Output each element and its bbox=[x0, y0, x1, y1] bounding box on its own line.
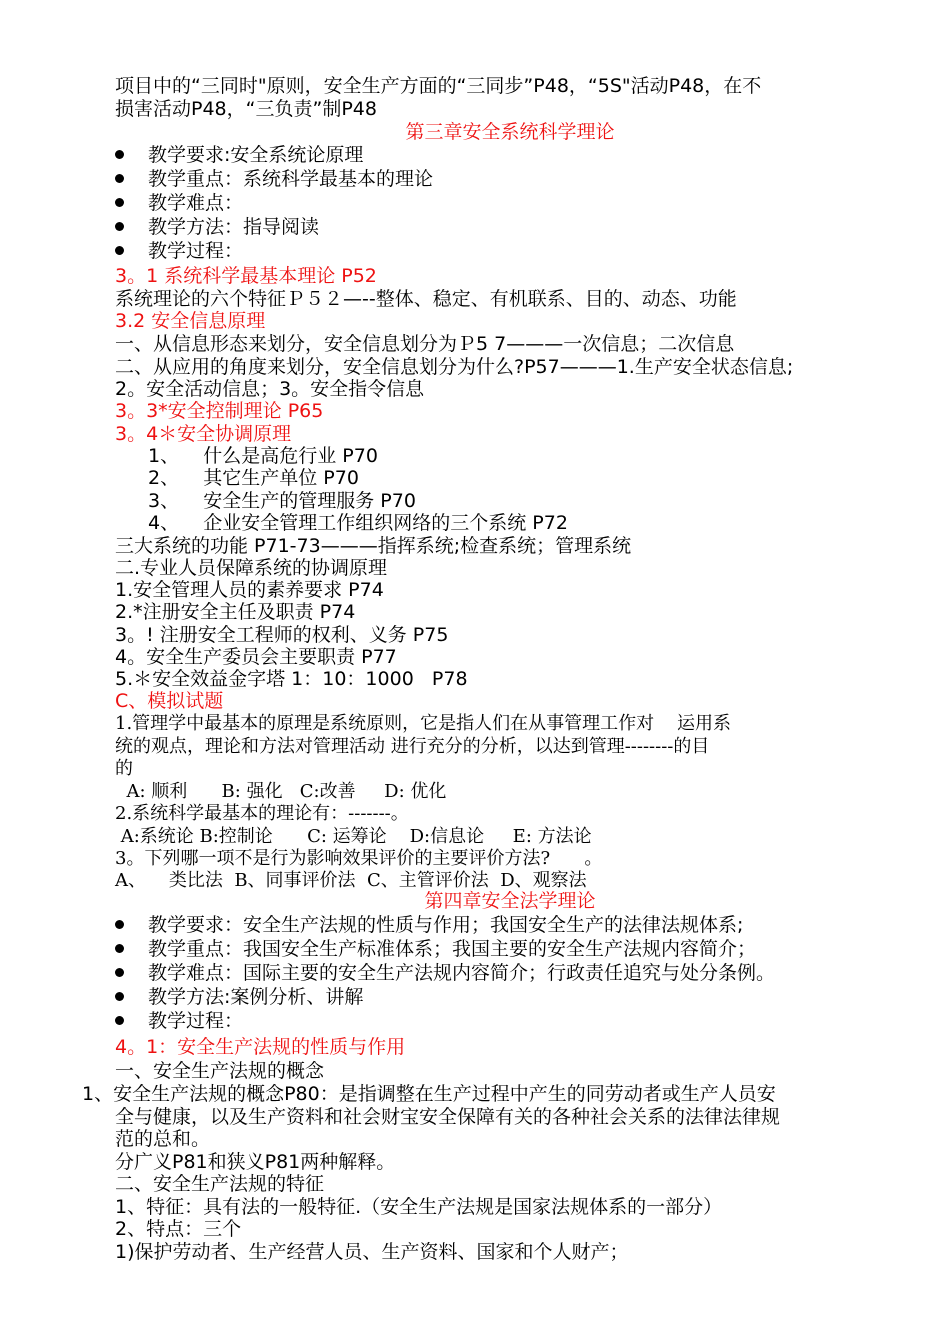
quiz-q1-options: A: 顺利 B: 强化 C:改善 D: 优化 bbox=[115, 781, 447, 802]
section-3-4-line-2: 二.专业人员保障系统的协调原理 bbox=[115, 557, 388, 579]
ch4-line-9: 1)保护劳动者、生产经营人员、生产资料、国家和个人财产； bbox=[115, 1241, 629, 1263]
chapter-3-title: 第三章安全系统科学理论 bbox=[405, 121, 615, 143]
section-3-2-heading: 3.2 安全信息原理 bbox=[115, 310, 266, 332]
section-3-2-line-1: 一、从信息形态来划分，安全信息划分为Ｐ5 7———一次信息；二次信息 bbox=[115, 333, 735, 355]
section-4-1-heading: 4。1：安全生产法规的性质与作用 bbox=[115, 1036, 406, 1058]
ch4-line-3: 全与健康，以及生产资料和社会财宝安全保障有关的各种社会关系的法律法律规 bbox=[115, 1106, 781, 1128]
quiz-q1-line-2: 统的观点，理论和方法对管理活动 进行充分的分析，以达到管理--------的目 bbox=[115, 736, 710, 757]
bullet-icon bbox=[115, 968, 124, 977]
bullet-icon bbox=[115, 246, 124, 255]
ch3-bullet-method: 教学方法：指导阅读 bbox=[148, 216, 320, 238]
ch4-line-5: 分广义P81和狭义P81两种解释。 bbox=[115, 1151, 396, 1173]
quiz-q2-line-1: 2.系统科学最基本的理论有：-------。 bbox=[115, 803, 409, 824]
section-3-4-line-5: 3。! 注册安全工程师的权利、义务 P75 bbox=[115, 624, 449, 646]
bullet-icon bbox=[115, 198, 124, 207]
ch3-bullet-process: 教学过程： bbox=[148, 240, 244, 262]
section-3-4-line-3: 1.安全管理人员的素养要求 P74 bbox=[115, 579, 384, 601]
ch4-line-8: 2、特点：三个 bbox=[115, 1218, 242, 1240]
section-3-2-line-3: 2。安全活动信息；3。安全指令信息 bbox=[115, 378, 425, 400]
section-3-2-line-2: 二、从应用的角度来划分，安全信息划分为什么?P57———1.生产安全状态信息; bbox=[115, 356, 794, 378]
section-3-4-line-1: 三大系统的功能 P71-73———指挥系统;检查系统；管理系统 bbox=[115, 535, 632, 557]
bullet-icon bbox=[115, 222, 124, 231]
bullet-icon bbox=[115, 992, 124, 1001]
section-3-4-item-1: 1、 什么是高危行业 P70 bbox=[148, 445, 378, 467]
ch3-bullet-focus: 教学重点：系统科学最基本的理论 bbox=[148, 168, 434, 190]
bullet-icon bbox=[115, 1016, 124, 1025]
intro-line-2: 损害活动P48，“三负责”制P48 bbox=[115, 98, 377, 120]
quiz-q2-options: A:系统论 B:控制论 C: 运筹论 D:信息论 E: 方法论 bbox=[115, 826, 592, 847]
section-3-1-heading: 3。1 系统科学最基本理论 P52 bbox=[115, 265, 377, 287]
bullet-icon bbox=[115, 174, 124, 183]
ch4-line-6: 二、安全生产法规的特征 bbox=[115, 1173, 325, 1195]
section-3-4-item-4: 4、 企业安全管理工作组织网络的三个系统 P72 bbox=[148, 512, 568, 534]
ch4-bullet-requirement: 教学要求：安全生产法规的性质与作用；我国安全生产的法律法规体系; bbox=[148, 914, 744, 936]
section-3-4-line-7: 5.＊安全效益金字塔 1：10：1000 P78 bbox=[115, 668, 468, 690]
bullet-icon bbox=[115, 920, 124, 929]
ch4-bullet-focus: 教学重点：我国安全生产标准体系；我国主要的安全生产法规内容简介； bbox=[148, 938, 757, 960]
ch3-bullet-difficulty: 教学难点： bbox=[148, 192, 244, 214]
bullet-icon bbox=[115, 150, 124, 159]
section-3-4-heading: 3。4＊安全协调原理 bbox=[115, 423, 292, 445]
bullet-icon bbox=[115, 944, 124, 953]
quiz-q3-options: A、 类比法 B、同事评价法 C、主管评价法 D、观察法 bbox=[115, 870, 587, 891]
section-3-4-item-3: 3、 安全生产的管理服务 P70 bbox=[148, 490, 416, 512]
quiz-q1-line-1: 1.管理学中最基本的原理是系统原则，它是指人们在从事管理工作对 运用系 bbox=[115, 713, 732, 734]
intro-line-1: 项目中的“三同时"原则，安全生产方面的“三同步”P48，“5S"活动P48，在不 bbox=[115, 75, 762, 97]
ch4-line-1: 一、安全生产法规的概念 bbox=[115, 1060, 325, 1082]
section-3-3-heading: 3。3*安全控制理论 P65 bbox=[115, 400, 324, 422]
ch4-bullet-method: 教学方法:案例分析、讲解 bbox=[148, 986, 364, 1008]
section-3-4-line-4: 2.*注册安全主任及职责 P74 bbox=[115, 601, 356, 623]
ch4-bullet-process: 教学过程： bbox=[148, 1010, 244, 1032]
quiz-q3-line-1: 3。下列哪一项不是行为影响效果评价的主要评价方法? 。 bbox=[115, 848, 603, 869]
section-3-4-item-2: 2、 其它生产单位 P70 bbox=[148, 467, 359, 489]
ch3-bullet-requirement: 教学要求:安全系统论原理 bbox=[148, 144, 364, 166]
section-3-4-line-6: 4。安全生产委员会主要职责 P77 bbox=[115, 646, 397, 668]
ch4-line-7: 1、特征：具有法的一般特征.（安全生产法规是国家法规体系的一部分） bbox=[115, 1196, 723, 1218]
chapter-4-title: 第四章安全法学理论 bbox=[424, 890, 596, 912]
quiz-heading: C、模拟试题 bbox=[115, 690, 224, 712]
ch4-line-4: 范的总和。 bbox=[115, 1128, 211, 1150]
ch4-line-2: 1、安全生产法规的概念P80：是指调整在生产过程中产生的同劳动者或生产人员安 bbox=[82, 1083, 776, 1105]
ch4-bullet-difficulty: 教学难点：国际主要的安全生产法规内容简介；行政责任追究与处分条例。 bbox=[148, 962, 776, 984]
section-3-1-text: 系统理论的六个特征Ｐ５２—--整体、稳定、有机联系、目的、动态、功能 bbox=[115, 288, 737, 310]
quiz-q1-line-3: 的 bbox=[115, 758, 133, 779]
